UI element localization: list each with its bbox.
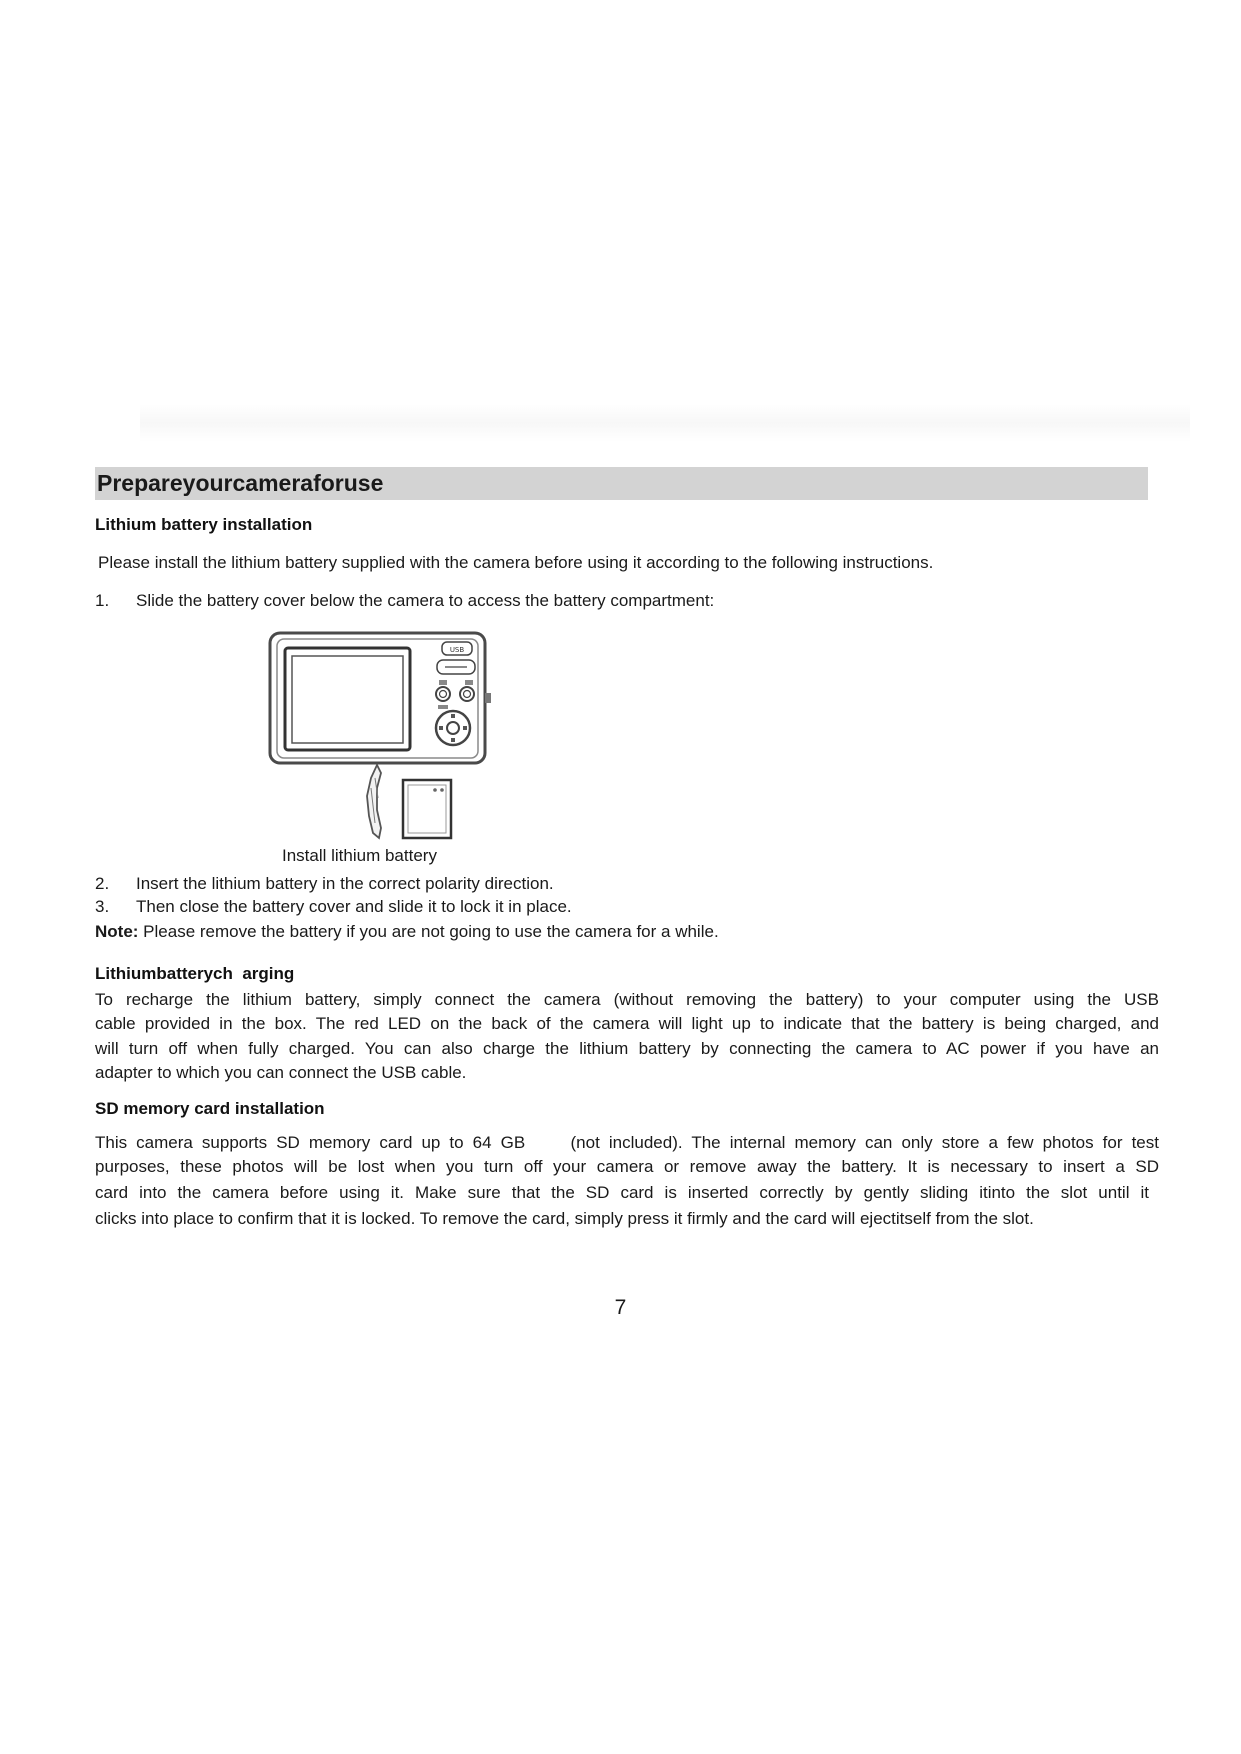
step-2 (95, 874, 1095, 896)
battery (403, 780, 451, 838)
charging-line-1: To recharge the lithium battery, simply connect the camera (without removing the battery) to your computer using the USB (95, 990, 1159, 1009)
sd-line-1: This camera supports SD memory card up to 64 GB (not included). The internal memory can only store a few photos for test (95, 1133, 1159, 1152)
page-number: 7 (614, 1296, 627, 1319)
battery-charging-heading: Lithiumbatterych arging (95, 964, 295, 983)
charging-line-3: will turn off when fully charged. You can also charge the lithium battery by connecting the camera to AC power if you have an (95, 1039, 1159, 1058)
mode-button-left (436, 687, 450, 701)
usb-label: USB (449, 646, 465, 654)
battery-door (367, 765, 381, 838)
step-2-text: Insert the lithium battery in the correct polarity direction. (136, 874, 554, 893)
step-2-number: 2. (95, 874, 110, 893)
step-1-text: Slide the battery cover below the camera to access the battery compartment: (136, 591, 715, 610)
battery-install-heading: Lithium battery installation (95, 515, 313, 534)
step-3 (95, 897, 1095, 919)
step-3-text: Then close the battery cover and slide it to lock it in place. (136, 897, 572, 916)
figure-caption: Install lithium battery (282, 846, 437, 865)
section-title: Prepareyourcameraforuse (95, 467, 1148, 500)
charging-line-2: cable provided in the box. The red LED on the back of the camera will light up to indicate that the battery is being charged, and (95, 1014, 1159, 1033)
camera-side-notch (485, 693, 491, 703)
sd-card-heading: SD memory card installation (95, 1099, 325, 1118)
sd-line-4: clicks into place to confirm that it is locked. To remove the card, simply press it firmly and the card will ejectitself from the slot. (95, 1209, 1034, 1228)
dpad-center-button (447, 722, 459, 734)
sd-line-2: purposes, these photos will be lost when you turn off your camera or remove away the battery. It is necessary to insert a SD (95, 1157, 1159, 1176)
note-label: Note: (95, 922, 139, 941)
sd-line-3: card into the camera before using it. Make sure that the SD card is inserted correctly by gently sliding itinto the slot until it (95, 1183, 1149, 1202)
scan-artifact-band (140, 404, 1190, 442)
note-text: Please remove the battery if you are not going to use the camera for a while. (138, 922, 719, 941)
camera-screen (285, 648, 410, 750)
step-1-number: 1. (95, 591, 110, 610)
camera-battery-figure (265, 628, 495, 850)
step-1 (95, 591, 1095, 613)
note (95, 922, 1159, 942)
charging-line-4: adapter to which you can connect the USB cable. (95, 1063, 467, 1082)
battery-install-intro: Please install the lithium battery supplied with the camera before using it according to the following instructions. (98, 553, 934, 572)
mode-button-right (460, 687, 474, 701)
step-3-number: 3. (95, 897, 110, 916)
